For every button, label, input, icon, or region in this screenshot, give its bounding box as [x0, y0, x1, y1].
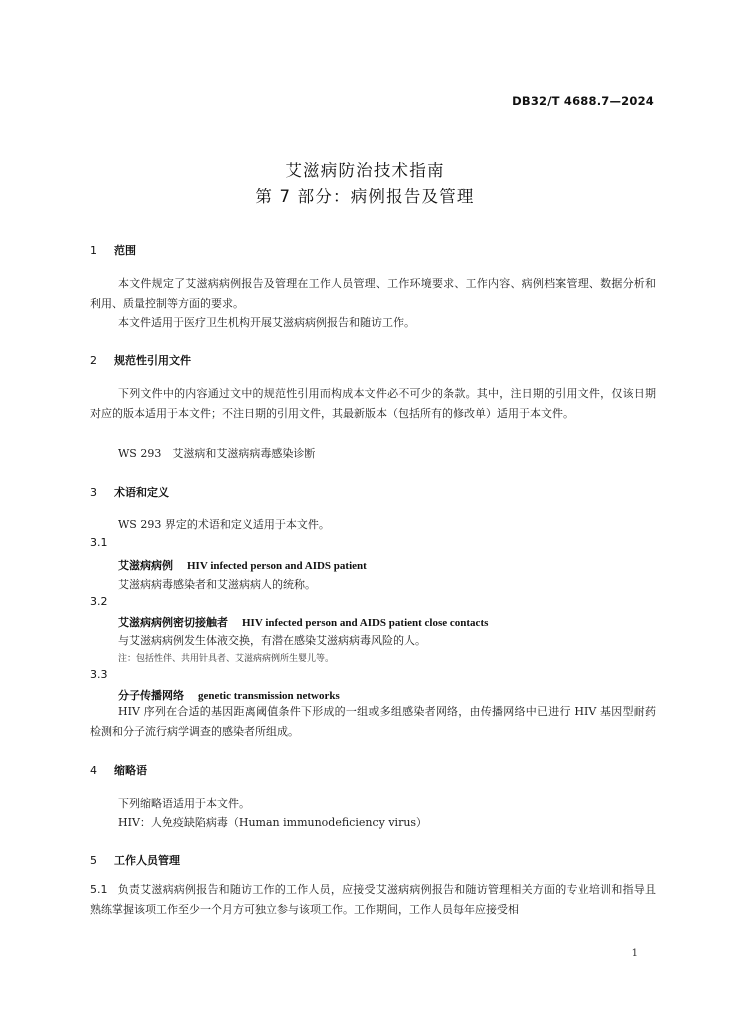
- document-title: [0, 158, 730, 210]
- section-title: 范围: [114, 244, 136, 257]
- term-title: [118, 614, 488, 630]
- section-3-paragraph-1: WS 293 界定的术语和定义适用于本文件。: [118, 518, 330, 531]
- term-definition: HIV 序列在合适的基因距离阈值条件下形成的一组或多组感染者网络，由传播网络中已进行 HIV 基因型耐药检测和分子流行病学调查的感染者所组成。: [90, 705, 656, 738]
- term-zh: 艾滋病病例密切接触者: [118, 616, 228, 629]
- section-5-heading: [90, 852, 180, 868]
- term-number: 3.2: [90, 595, 108, 608]
- clause-number: 5.1: [90, 883, 108, 896]
- term-definition: 与艾滋病病例发生体液交换，有潜在感染艾滋病病毒风险的人。: [118, 634, 426, 647]
- section-1-paragraph-2: 本文件适用于医疗卫生机构开展艾滋病病例报告和随访工作。: [118, 316, 415, 329]
- term-en: HIV infected person and AIDS patient: [187, 560, 367, 572]
- title-line-2: 第 7 部分：病例报告及管理: [255, 187, 475, 206]
- term-number: 3.3: [90, 668, 108, 681]
- section-2-paragraph-1: 下列文件中的内容通过文中的规范性引用而构成本文件必不可少的条款。其中，注日期的引用文件，仅该日期对应的版本适用于本文件；不注日期的引用文件，其最新版本（包括所有的修改单）适用于本文件。: [90, 387, 656, 420]
- clause-text: 负责艾滋病病例报告和随访工作的工作人员，应接受艾滋病病例报告和随访管理相关方面的专业培训和指导且熟练掌握该项工作至少一个月方可独立参与该项工作。工作期间，工作人员每年应接受相: [90, 883, 656, 916]
- section-1-paragraph-1: 本文件规定了艾滋病病例报告及管理在工作人员管理、工作环境要求、工作内容、病例档案管理、数据分析和利用、质量控制等方面的要求。: [90, 277, 656, 310]
- term-title: [118, 687, 340, 703]
- term-note: 注：包括性伴、共用针具者、艾滋病病例所生婴儿等。: [118, 654, 335, 664]
- clause-5-1: [90, 880, 656, 919]
- term-number: 3.1: [90, 536, 108, 549]
- term-title: [118, 557, 367, 573]
- section-title: 工作人员管理: [114, 854, 180, 867]
- term-en: genetic transmission networks: [198, 690, 340, 702]
- section-number: 4: [90, 764, 97, 777]
- term-en: HIV infected person and AIDS patient close contacts: [242, 617, 489, 629]
- section-number: 1: [90, 244, 97, 257]
- section-number: 3: [90, 486, 97, 499]
- section-3-heading: [90, 484, 169, 500]
- section-4-paragraph-1: 下列缩略语适用于本文件。: [118, 797, 250, 810]
- section-title: 规范性引用文件: [114, 354, 191, 367]
- section-1-heading: [90, 242, 136, 258]
- term-definition: 艾滋病病毒感染者和艾滋病病人的统称。: [118, 578, 316, 591]
- title-line-1: 艾滋病防治技术指南: [285, 161, 445, 180]
- page-number: 1: [631, 948, 638, 959]
- section-number: 5: [90, 854, 97, 867]
- term-zh: 艾滋病病例: [118, 559, 173, 572]
- abbreviation-hiv: HIV：人免疫缺陷病毒（Human immunodeficiency virus）: [118, 816, 428, 829]
- term-zh: 分子传播网络: [118, 689, 184, 702]
- section-title: 缩略语: [114, 764, 147, 777]
- section-number: 2: [90, 354, 97, 367]
- section-4-heading: [90, 762, 147, 778]
- standard-code: DB32/T 4688.7—2024: [512, 94, 654, 108]
- normative-reference: WS 293 艾滋病和艾滋病病毒感染诊断: [118, 447, 316, 460]
- section-2-heading: [90, 352, 191, 368]
- section-title: 术语和定义: [114, 486, 169, 499]
